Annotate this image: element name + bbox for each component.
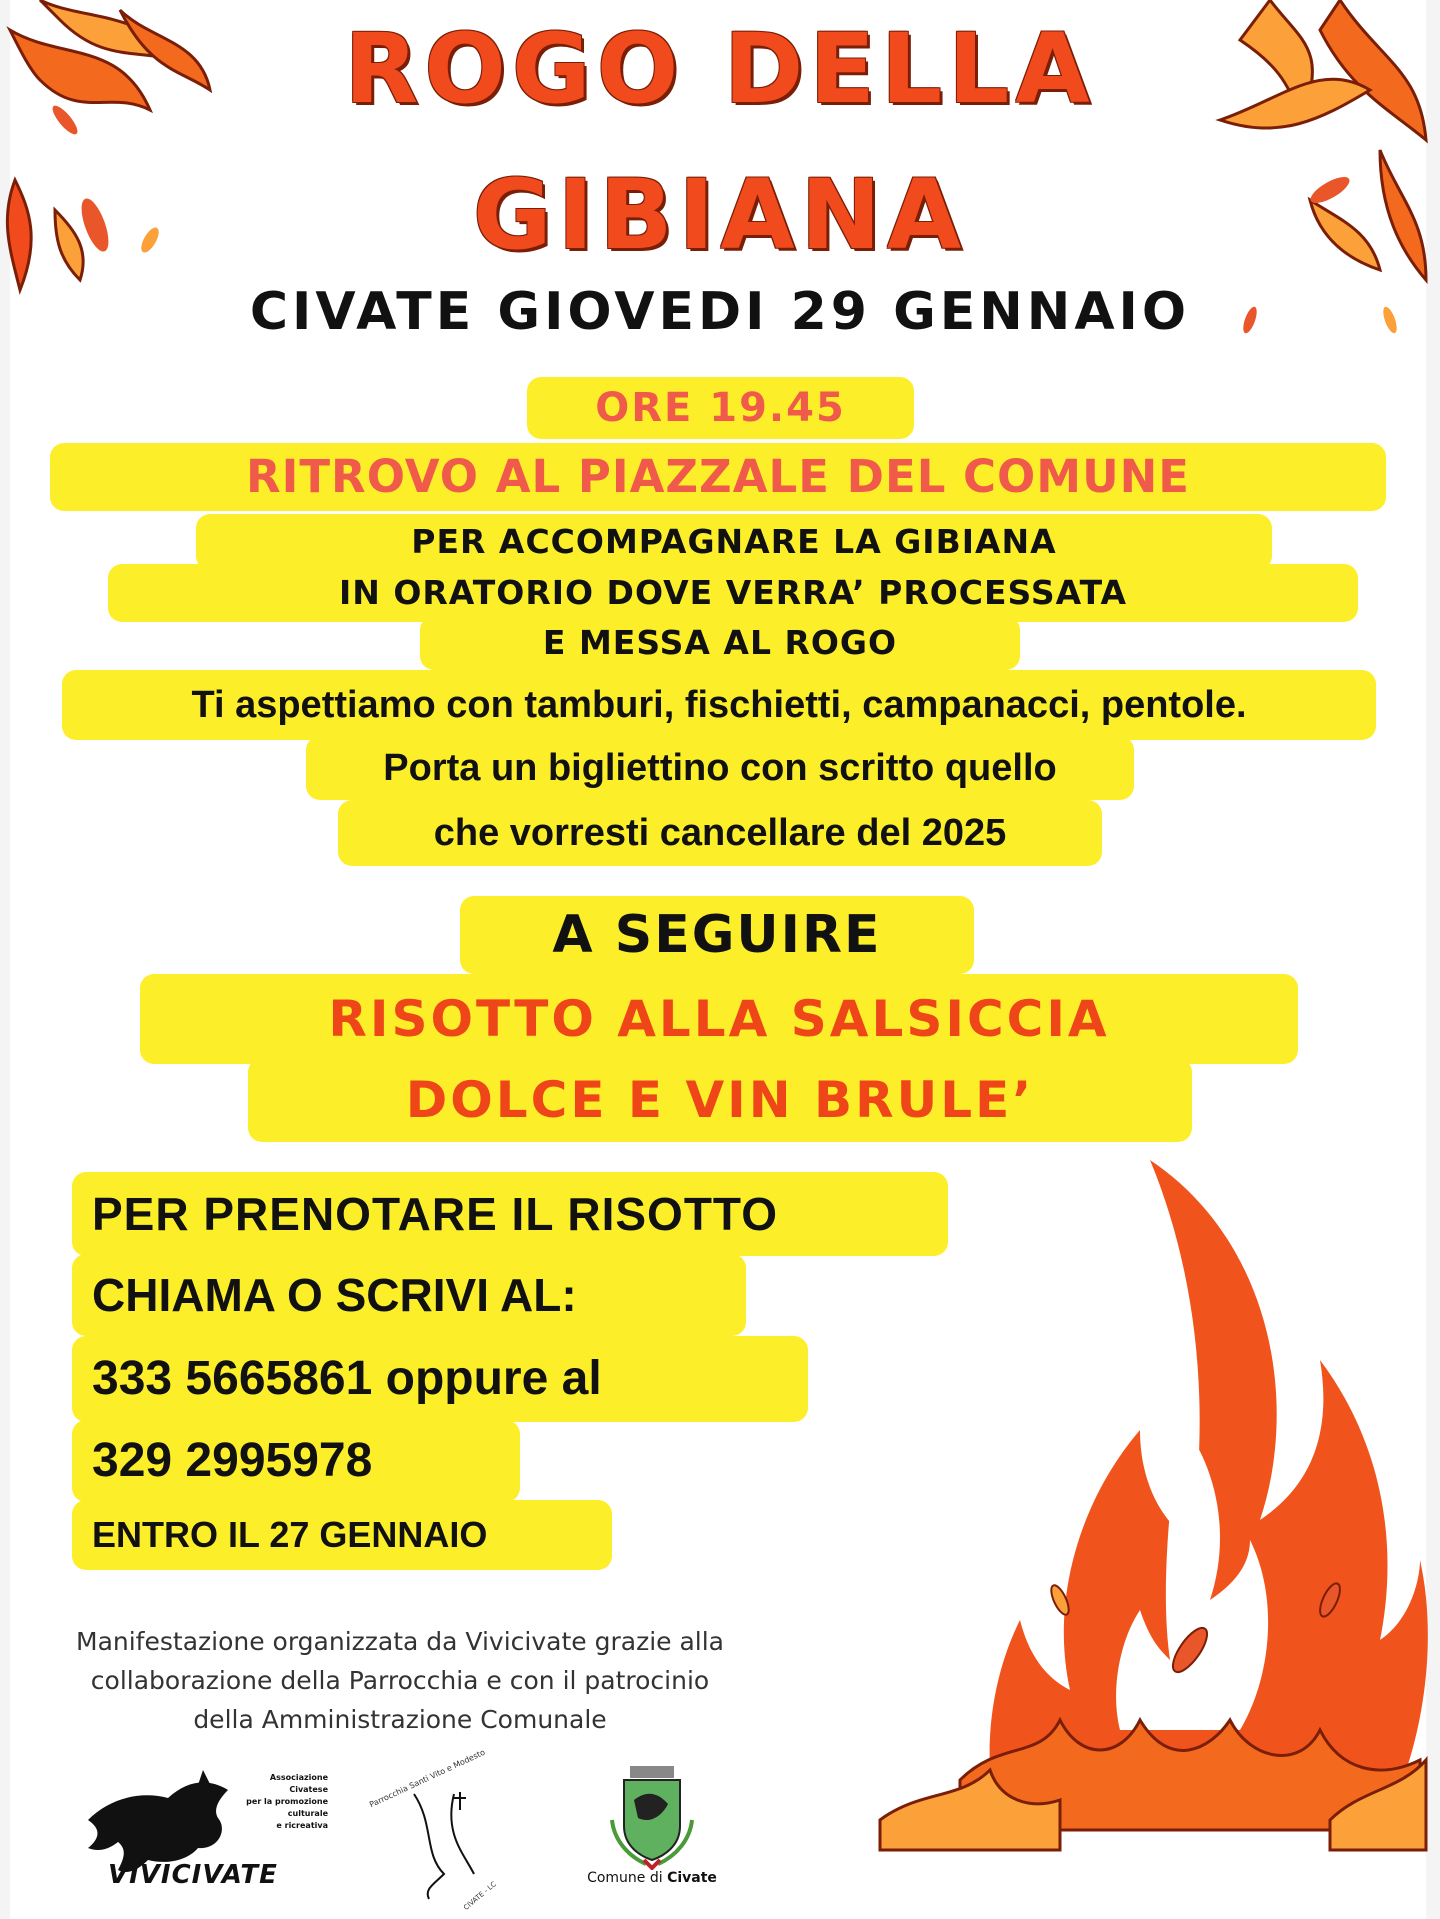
association-line-2: Civatese (289, 1785, 328, 1794)
association-line-4: culturale (287, 1809, 328, 1818)
page-title-line2: GIBIANA (472, 159, 968, 271)
parish-seal-icon (374, 1764, 522, 1912)
comune-name: Civate (667, 1870, 717, 1886)
invite-line-3: che vorresti cancellare del 2025 (338, 800, 1102, 866)
following-heading: A SEGUIRE (460, 896, 974, 974)
organizer-line-2: collaborazione della Parrocchia e con il patrocinio (90, 1666, 710, 1695)
organizer-note (70, 1622, 730, 1739)
vivicivate-association (238, 1772, 328, 1832)
parish-place: CIVATE - LC (462, 1880, 498, 1912)
meeting-point: RITROVO AL PIAZZALE DEL COMUNE (50, 443, 1386, 511)
invite-line-1: Ti aspettiamo con tamburi, fischietti, campanacci, pentole. (62, 670, 1376, 740)
association-line-5: e ricreativa (276, 1821, 328, 1830)
comune-label (572, 1870, 732, 1886)
parish-logo (368, 1747, 522, 1912)
association-line-3: per la promozione (246, 1797, 328, 1806)
booking-line-1: PER PRENOTARE IL RISOTTO (72, 1172, 948, 1256)
coat-of-arms-icon (572, 1760, 732, 1870)
event-line-1: PER ACCOMPAGNARE LA GIBIANA (196, 514, 1272, 570)
association-line-1: Associazione (269, 1773, 328, 1782)
comune-prefix: Comune di (587, 1870, 663, 1886)
booking-line-2: CHIAMA O SCRIVI AL: (72, 1254, 746, 1336)
invite-line-2: Porta un bigliettino con scritto quello (306, 736, 1134, 800)
booking-deadline: ENTRO IL 27 GENNAIO (72, 1500, 612, 1570)
event-line-3: E MESSA AL ROGO (420, 616, 1020, 670)
vivicivate-name: VIVICIVATE (108, 1860, 278, 1890)
organizer-line-3: della Amministrazione Comunale (193, 1705, 607, 1734)
vivicivate-logo (78, 1770, 328, 1890)
booking-phone-1: 333 5665861 oppure al (72, 1336, 808, 1422)
parish-name: Parrocchia Santi Vito e Modesto (368, 1747, 487, 1810)
food-line-1: RISOTTO ALLA SALSICCIA (140, 974, 1298, 1064)
time-label: ORE 19.45 (527, 377, 914, 439)
bonfire-icon (880, 1160, 1428, 1850)
organizer-line-1: Manifestazione organizzata da Vivicivate grazie alla (76, 1627, 724, 1656)
comune-logo (572, 1760, 732, 1900)
event-line-2: IN ORATORIO DOVE VERRA’ PROCESSATA (108, 564, 1358, 622)
food-line-2: DOLCE E VIN BRULE’ (248, 1058, 1192, 1142)
event-date-subtitle: CIVATE GIOVEDI 29 GENNAIO (249, 282, 1191, 342)
page-title: ROGO DELLA (344, 13, 1096, 125)
booking-phone-2: 329 2995978 (72, 1420, 520, 1502)
